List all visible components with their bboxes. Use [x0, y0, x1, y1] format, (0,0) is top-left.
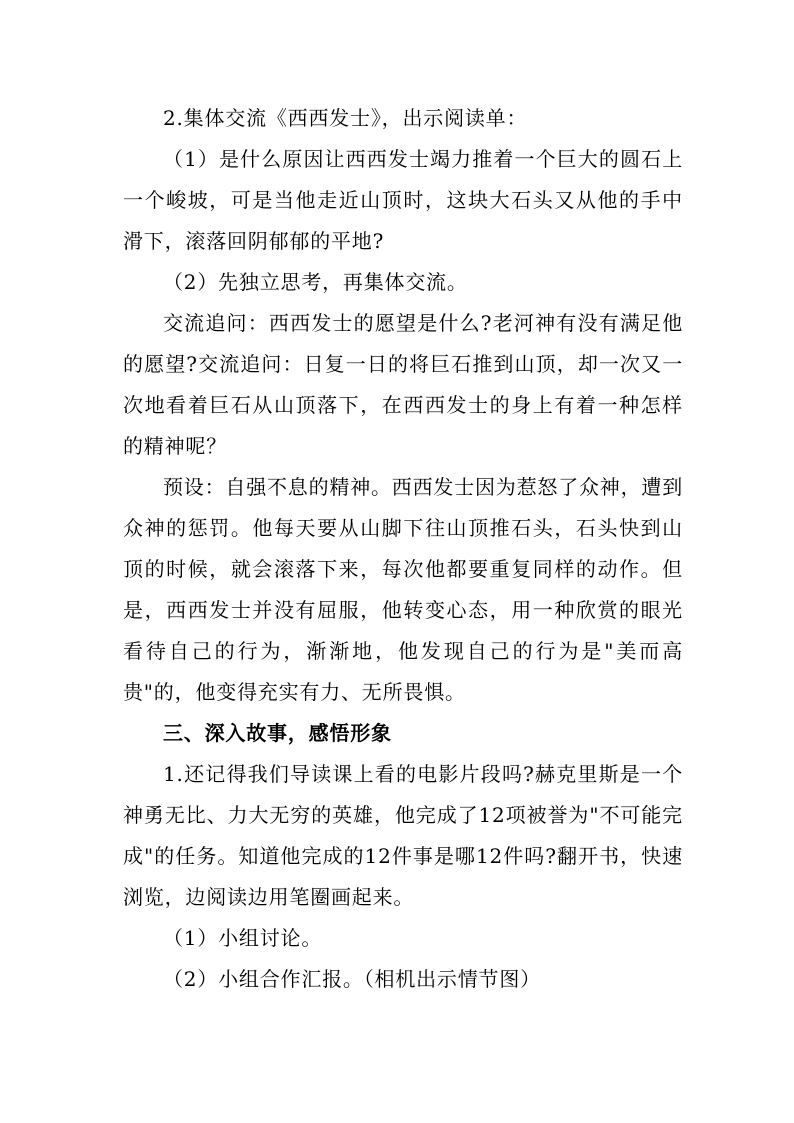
paragraph-question-2: （2）先独立思考，再集体交流。 [163, 270, 468, 294]
paragraph-group-discussion: （1）小组讨论。 [163, 926, 323, 950]
paragraph-preset-answer: 预设：自强不息的精神。西西发士因为惹怒了众神，遭到众神的惩罚。他每天要从山脚下往山顶推石头，石头快到山顶的时候，就会滚落下来，每次他都要重复同样的动作。但是，西西发士并没有屈服，他转变心态，用一种欣赏的眼光看待自己的行为，渐渐地，他发现自己的行为是"美而高贵"的，他变得充实有力、无所畏惧。 [123, 475, 683, 704]
paragraph-hercules-task: 1.还记得我们导读课上看的电影片段吗?赫克里斯是一个神勇无比、力大无穷的英雄，他完成了12项被誉为"不可能完成"的任务。知道他完成的12件事是哪12件吗?翻开书，快速浏览，边阅读边用笔圈画起来。 [123, 762, 683, 909]
document-body [123, 98, 683, 1000]
paragraph-question-1: （1）是什么原因让西西发士竭力推着一个巨大的圆石上一个峻坡，可是当他走近山顶时，这块大石头又从他的手中滑下，滚落回阴郁郁的平地? [123, 147, 683, 253]
paragraph-group-report: （2）小组合作汇报。（相机出示情节图） [163, 967, 541, 991]
paragraph-follow-up-questions: 交流追问：西西发士的愿望是什么?老河神有没有满足他的愿望?交流追问：日复一日的将巨石推到山顶，却一次又一次地看着巨石从山顶落下，在西西发士的身上有着一种怎样的精神呢？ [123, 311, 683, 458]
paragraph-reading-sheet-intro: 2.集体交流《西西发士》，出示阅读单： [163, 106, 528, 130]
section-heading-3: 三、深入故事，感悟形象 [163, 721, 392, 745]
